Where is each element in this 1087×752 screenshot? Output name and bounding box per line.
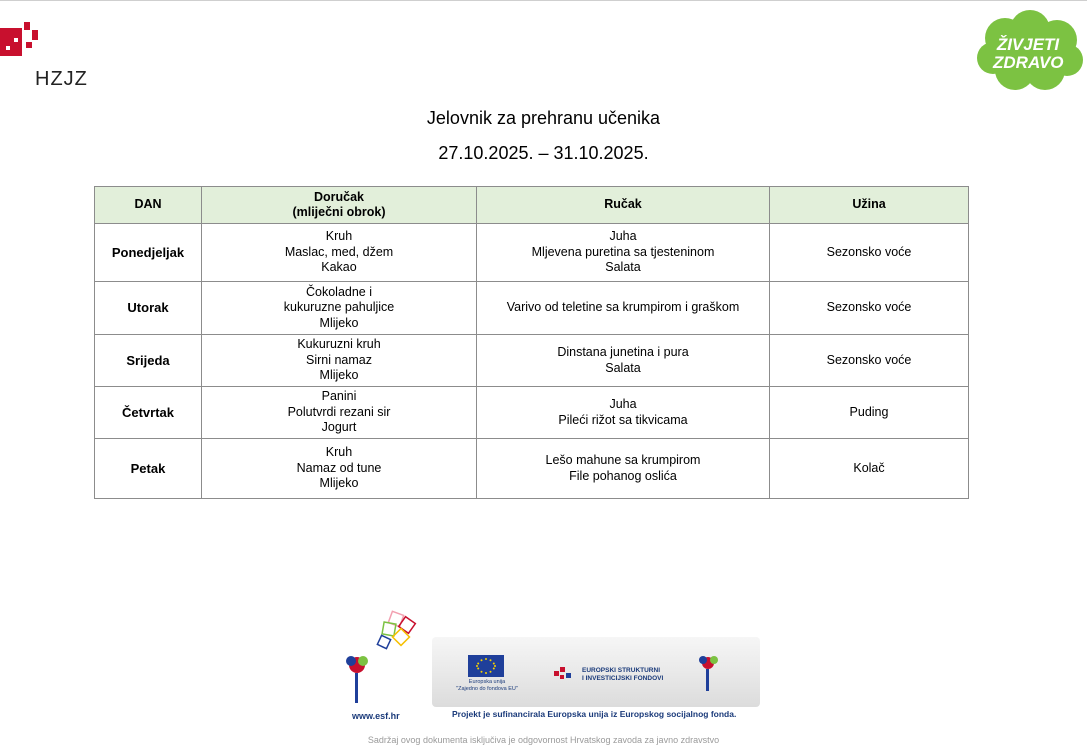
menu-table <box>94 186 969 499</box>
menu-item: kukuruzne pahuljice <box>283 300 395 315</box>
breakfast-cell <box>202 224 477 282</box>
lunch-cell <box>477 282 770 335</box>
menu-item: Dinstana junetina i pura <box>557 345 689 359</box>
menu-item: Kukuruzni kruh <box>297 337 381 352</box>
menu-item: Kakao <box>321 260 357 275</box>
menu-item: Mlijeko <box>319 476 359 491</box>
menu-item: Jogurt <box>321 420 357 435</box>
header-breakfast-line2: (mliječni obrok) <box>292 205 386 219</box>
hzjz-logo <box>0 18 100 98</box>
zivjeti-zdravo-logo <box>975 8 1085 93</box>
menu-item: Kruh <box>325 229 353 244</box>
snack-cell: Puding <box>770 387 969 439</box>
menu-item: Mljevena puretina sa tjesteninom <box>531 244 715 259</box>
eu-funding-banner <box>432 637 760 707</box>
esf-logo-icon <box>335 605 430 725</box>
menu-item: Kruh <box>325 445 353 460</box>
hzjz-logo-text: HZJZ <box>35 68 88 90</box>
hzjz-logo-mark-icon <box>0 18 44 58</box>
menu-item: Juha <box>609 397 637 411</box>
table-row <box>95 335 969 387</box>
lunch-cell <box>477 335 770 387</box>
project-funding-text: Projekt je sufinancirala Europska unija iz Europskog socijalnog fonda. <box>452 709 737 719</box>
esif-text <box>582 667 663 683</box>
menu-item: Panini <box>321 389 357 404</box>
header-day: DAN <box>95 187 202 224</box>
menu-item: Mlijeko <box>319 315 359 330</box>
header-lunch: Ručak <box>477 187 770 224</box>
brand-logo-line2: ZDRAVO <box>993 53 1064 72</box>
breakfast-cell <box>202 282 477 335</box>
snack-cell: Sezonsko voće <box>770 282 969 335</box>
esif-text-line1: EUROPSKI STRUKTURNI <box>582 667 661 674</box>
lunch-cell <box>477 224 770 282</box>
header-breakfast-line1: Doručak <box>313 189 365 204</box>
menu-item: Varivo od teletine sa krumpirom i graškom <box>506 300 740 315</box>
eu-text-line2: "Zajedno do fondova EU" <box>456 686 518 692</box>
menu-item: Lešo mahune sa krumpirom <box>545 453 701 467</box>
snack-cell: Sezonsko voće <box>770 224 969 282</box>
breakfast-cell <box>202 387 477 439</box>
menu-item: Namaz od tune <box>296 460 382 475</box>
header-snack: Užina <box>770 187 969 224</box>
disclaimer-text: Sadržaj ovog dokumenta isključiva je odgovornost Hrvatskog zavoda za javno zdravstvo <box>367 735 720 745</box>
menu-item: Salata <box>605 360 641 375</box>
menu-item: File pohanog oslića <box>569 468 677 483</box>
day-cell: Četvrtak <box>95 387 202 439</box>
day-cell: Utorak <box>95 282 202 335</box>
esf-small-logo-icon <box>694 651 734 695</box>
table-header-row <box>95 187 969 224</box>
date-range: 27.10.2025. – 31.10.2025. <box>438 143 649 163</box>
esif-text-line2: I INVESTICIJSKI FONDOVI <box>582 675 664 682</box>
menu-item: Mlijeko <box>319 368 359 383</box>
menu-item: Juha <box>609 229 637 244</box>
day-cell: Srijeda <box>95 335 202 387</box>
breakfast-cell <box>202 439 477 499</box>
brand-logo-line1: ŽIVJETI <box>996 35 1060 54</box>
menu-item: Sirni namaz <box>306 352 372 367</box>
menu-item: Salata <box>605 260 641 275</box>
snack-cell: Sezonsko voće <box>770 335 969 387</box>
eu-flag-icon <box>468 655 504 677</box>
menu-item: Maslac, med, džem <box>284 244 394 259</box>
top-border-line <box>0 0 1087 1</box>
table-row <box>95 282 969 335</box>
lunch-cell <box>477 387 770 439</box>
page-title: Jelovnik za prehranu učenika <box>426 108 661 128</box>
breakfast-cell <box>202 335 477 387</box>
day-cell: Ponedjeljak <box>95 224 202 282</box>
eu-text-line1: Europska unija <box>468 679 506 685</box>
table-row <box>95 439 969 499</box>
table-row <box>95 224 969 282</box>
table-row <box>95 387 969 439</box>
menu-item: Polutvrdi rezani sir <box>287 404 391 419</box>
day-cell: Petak <box>95 439 202 499</box>
header-breakfast <box>202 187 477 224</box>
eu-text <box>452 679 522 693</box>
croatian-checker-icon <box>554 665 576 681</box>
lunch-cell <box>477 439 770 499</box>
menu-item: Pileći rižot sa tikvicama <box>558 412 688 427</box>
esf-url: www.esf.hr <box>352 711 400 721</box>
snack-cell: Kolač <box>770 439 969 499</box>
menu-item: Čokoladne i <box>305 284 372 299</box>
